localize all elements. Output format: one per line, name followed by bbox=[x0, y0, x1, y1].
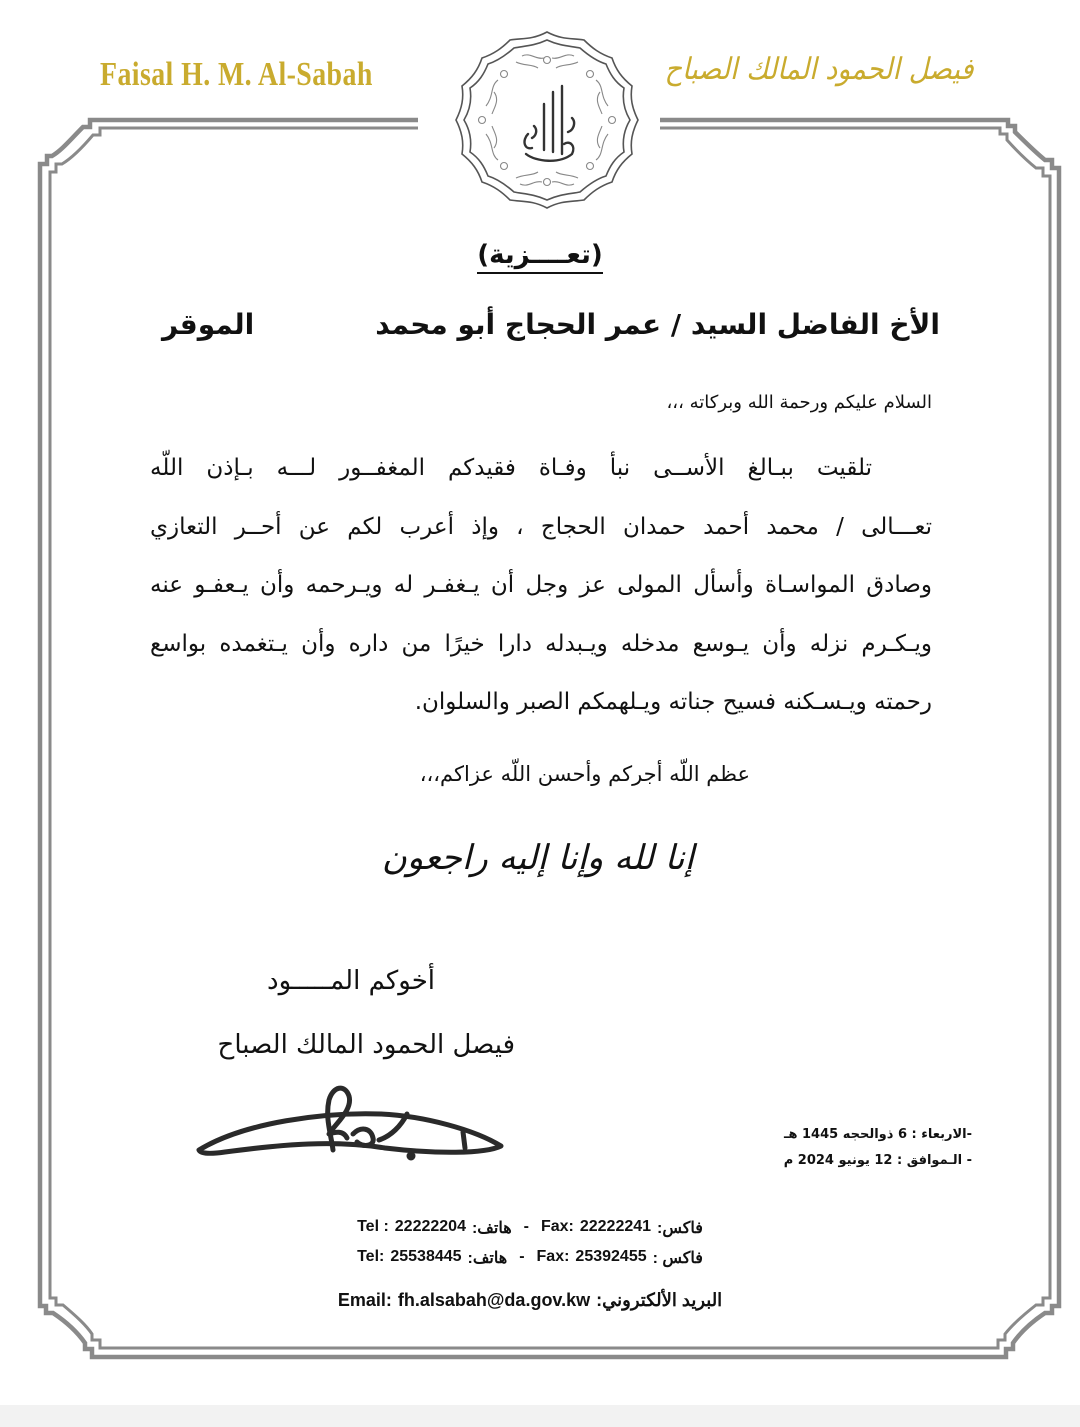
letter-dates bbox=[784, 1122, 972, 1174]
letter-body bbox=[150, 448, 932, 741]
body-line: وصادق المواسـاة وأسأل المولى عز وجل أن يـغفـر له ويـرحمه وأن يـعفـو عنه bbox=[150, 572, 932, 598]
contact-row-email bbox=[260, 1290, 800, 1320]
fax-label-en: Fax: bbox=[540, 1218, 574, 1235]
tel-number: 25538445 bbox=[390, 1248, 462, 1265]
body-line: ويـكـرم نزله وأن يـوسع مدخله ويـبدله دارا خيرًا من داره وأن يـتغمده بواسع bbox=[150, 630, 932, 657]
tel-label-ar: هاتف: bbox=[471, 1220, 512, 1237]
body-line: تلقيت ببـالغ الأســى نبأ وفـاة فقيدكم المغفــور لـــه بـإذن اللّه bbox=[150, 455, 872, 481]
email-label-en: Email: bbox=[337, 1290, 392, 1310]
fax-number: 25392455 bbox=[575, 1248, 647, 1265]
body-line: رحمته ويـسـكنه فسيح جناته ويـلهمكم الصبر والسلوان. bbox=[414, 689, 932, 715]
emblem-outer-border bbox=[456, 32, 638, 208]
heading-text: (تعــــزية) bbox=[477, 240, 602, 274]
addressee-honorific: الموقر bbox=[162, 308, 255, 341]
fax-label-ar: فاكس : bbox=[652, 1250, 703, 1267]
contact-row-2 bbox=[260, 1248, 800, 1278]
viewer-bottom-bar bbox=[0, 1405, 1080, 1427]
signer-name: فيصل الحمود المالك الصباح bbox=[217, 1030, 515, 1060]
contact-row-1 bbox=[260, 1218, 800, 1248]
body-line: تعـــالى / محمد أحمد حمدان الحجاج ، وإذ أعرب لكم عن أحــر التعازي bbox=[150, 513, 932, 540]
quran-verse-calligraphy: إنا لله وإنا إليه راجعون bbox=[381, 838, 695, 878]
fax-number: 22222241 bbox=[579, 1218, 652, 1235]
addressee-line bbox=[140, 308, 940, 358]
closing-line: عظم اللّه أجركم وأحسن اللّه عزاكم،،، bbox=[419, 762, 750, 786]
emblem-calligraphy bbox=[525, 86, 575, 161]
emblem-ring-ornaments bbox=[479, 55, 616, 186]
date-gregorian: - الـموافق : 12 يونيو 2024 م bbox=[783, 1153, 972, 1168]
tel-number: 22222204 bbox=[394, 1218, 466, 1235]
email-address[interactable]: fh.alsabah@da.gov.kw bbox=[397, 1290, 591, 1310]
emblem-seal-icon bbox=[440, 26, 654, 216]
fax-label-ar: فاكس: bbox=[657, 1220, 703, 1237]
separator: - bbox=[519, 1248, 525, 1265]
tel-label-ar: هاتف: bbox=[467, 1250, 508, 1267]
signature-brother-line: أخوكم المـــــود bbox=[267, 966, 435, 996]
date-hijri: -الاربعاء : 6 ذوالحجه 1445 هـ bbox=[784, 1127, 972, 1142]
fax-label-en: Fax: bbox=[536, 1248, 570, 1265]
separator: - bbox=[523, 1218, 529, 1235]
email-label-ar: البريد الألكتروني: bbox=[596, 1290, 723, 1310]
greeting: السلام عليكم ورحمة الله وبركاته ،،، bbox=[666, 392, 932, 413]
letterhead-name-english: Faisal H. M. Al-Sabah bbox=[100, 56, 373, 93]
contact-footer bbox=[260, 1218, 800, 1320]
letterhead-name-arabic: فيصل الحمود المالك الصباح bbox=[664, 52, 974, 87]
letter-heading bbox=[440, 240, 640, 270]
tel-label-en: Tel: bbox=[357, 1248, 385, 1265]
handwritten-signature-icon bbox=[185, 1078, 515, 1168]
tel-label-en: Tel : bbox=[357, 1218, 389, 1235]
addressee-name: الأخ الفاضل السيد / عمر الحجاج أبو محمد bbox=[375, 308, 940, 341]
